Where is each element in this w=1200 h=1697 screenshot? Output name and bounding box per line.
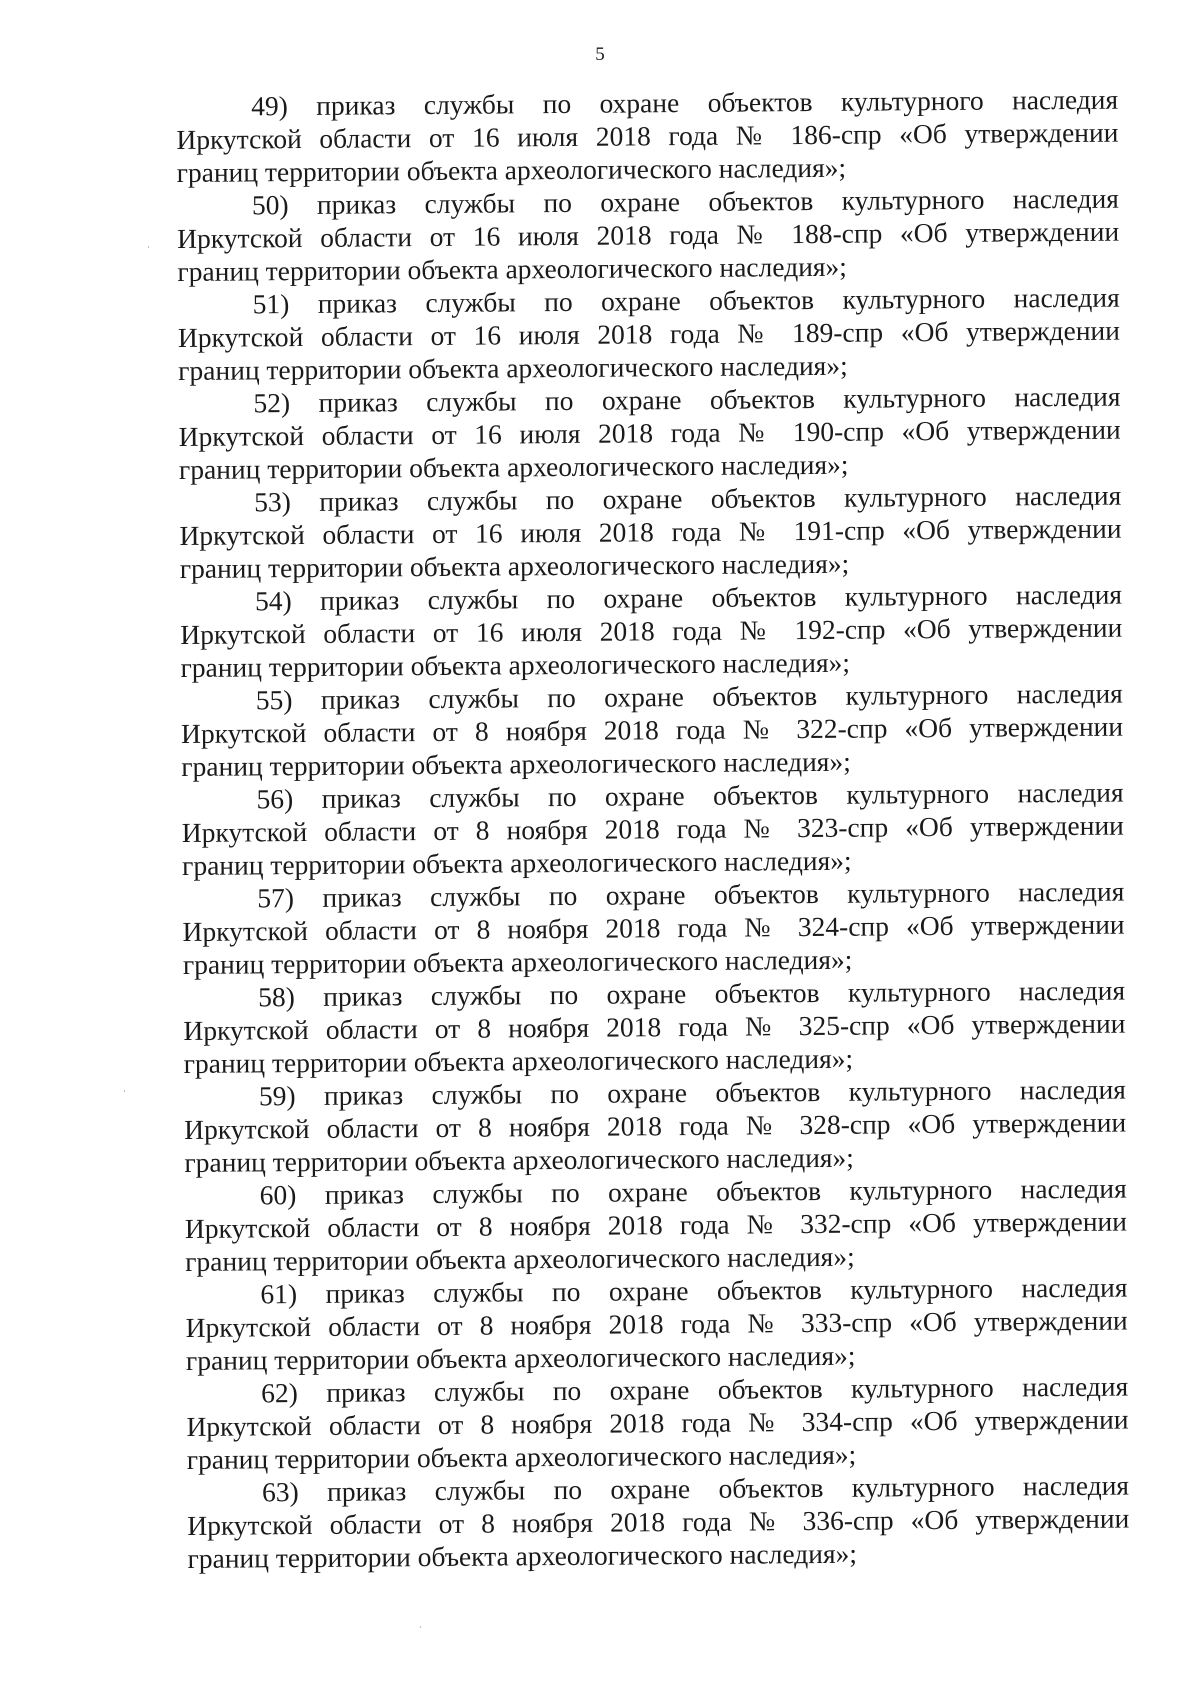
item-line-3: границ территории объекта археологического наследия»; [178, 349, 848, 386]
list-item [181, 776, 1124, 882]
list-item [177, 182, 1120, 288]
list-item [178, 281, 1121, 387]
scan-speck [148, 246, 149, 248]
item-line-1: 61) приказ службы по охране объектов культурного наследия [260, 1271, 1128, 1310]
item-line-3: границ территории объекта археологического наследия»; [179, 547, 850, 584]
item-line-1: 53) приказ службы по охране объектов культурного наследия [254, 479, 1122, 518]
item-line-2: Иркутской области от 16 июля 2018 года № 186-спр «Об утверждении [176, 116, 1119, 155]
item-line-3: границ территории объекта археологического наследия»; [184, 1141, 854, 1178]
item-line-1: 57) приказ службы по охране объектов культурного наследия [257, 875, 1125, 914]
item-line-2: Иркутской области от 8 ноября 2018 года № 334-спр «Об утверждении [186, 1403, 1129, 1442]
item-line-2: Иркутской области от 16 июля 2018 года № 189-спр «Об утверждении [177, 314, 1121, 353]
list-item [176, 83, 1119, 189]
item-line-1: 54) приказ службы по охране объектов культурного наследия [254, 578, 1123, 617]
list-item [179, 479, 1122, 585]
item-line-3: границ территории объекта археологического наследия»; [186, 1438, 857, 1475]
item-line-1: 55) приказ службы по охране объектов культурного наследия [255, 677, 1123, 716]
item-line-2: Иркутской области от 16 июля 2018 года № 192-спр «Об утверждении [180, 611, 1123, 650]
list-item [183, 974, 1126, 1080]
item-line-2: Иркутской области от 8 ноября 2018 года № 322-спр «Об утверждении [180, 710, 1124, 749]
item-line-3: границ территории объекта археологического наследия»; [177, 250, 847, 287]
item-line-3: границ территории объекта археологического наследия»; [181, 844, 852, 881]
item-line-2: Иркутской области от 16 июля 2018 года № 190-спр «Об утверждении [178, 413, 1121, 452]
item-line-3: границ территории объекта археологического наследия»; [178, 448, 849, 485]
item-line-1: 59) приказ службы по охране объектов культурного наследия [258, 1073, 1126, 1112]
item-line-1: 50) приказ службы по охране объектов культурного наследия [251, 182, 1119, 221]
item-line-2: Иркутской области от 8 ноября 2018 года № 323-спр «Об утверждении [181, 809, 1124, 848]
list-item [181, 677, 1124, 783]
item-line-3: границ территории объекта археологического наследия»; [182, 943, 853, 980]
item-line-2: Иркутской области от 8 ноября 2018 года № 332-спр «Об утверждении [184, 1205, 1128, 1244]
list-item [184, 1073, 1127, 1179]
list-item [185, 1172, 1128, 1278]
item-line-3: границ территории объекта археологического наследия»; [185, 1339, 856, 1376]
item-line-1: 58) приказ службы по охране объектов культурного наследия [258, 974, 1126, 1013]
document-body [176, 83, 1130, 1575]
item-line-1: 60) приказ службы по охране объектов культурного наследия [259, 1172, 1127, 1211]
item-line-1: 52) приказ службы по охране объектов культурного наследия [253, 380, 1121, 419]
list-item [180, 578, 1123, 684]
item-line-2: Иркутской области от 8 ноября 2018 года № 328-спр «Об утверждении [184, 1106, 1127, 1145]
item-line-2: Иркутской области от 8 ноября 2018 года № 325-спр «Об утверждении [183, 1007, 1126, 1046]
item-line-2: Иркутской области от 8 ноября 2018 года № 324-спр «Об утверждении [182, 908, 1125, 947]
scan-speck [124, 1090, 125, 1092]
item-line-3: границ территории объекта археологического наследия»; [185, 1240, 855, 1277]
item-line-2: Иркутской области от 16 июля 2018 года № 191-спр «Об утверждении [179, 512, 1122, 551]
item-line-1: 49) приказ службы по охране объектов культурного наследия [251, 83, 1119, 122]
item-line-2: Иркутской области от 16 июля 2018 года № 188-спр «Об утверждении [177, 215, 1120, 254]
list-item [186, 1370, 1129, 1476]
item-line-2: Иркутской области от 8 ноября 2018 года № 333-спр «Об утверждении [185, 1304, 1128, 1343]
item-line-3: границ территории объекта археологического наследия»; [187, 1537, 858, 1574]
item-line-3: границ территории объекта археологического наследия»; [180, 646, 851, 683]
list-item [178, 380, 1121, 486]
item-line-1: 56) приказ службы по охране объектов культурного наследия [256, 776, 1124, 815]
list-item [185, 1271, 1128, 1377]
list-item [187, 1469, 1130, 1575]
list-item [182, 875, 1125, 981]
item-line-3: границ территории объекта археологического наследия»; [183, 1042, 854, 1079]
item-line-1: 63) приказ службы по охране объектов культурного наследия [261, 1469, 1130, 1508]
item-line-3: границ территории объекта археологического наследия»; [176, 151, 847, 188]
scan-speck [420, 1626, 422, 1628]
page-number: 5 [595, 44, 605, 65]
item-line-3: границ территории объекта археологического наследия»; [181, 745, 851, 782]
item-line-2: Иркутской области от 8 ноября 2018 года № 336-спр «Об утверждении [187, 1502, 1130, 1541]
item-line-1: 51) приказ службы по охране объектов культурного наследия [252, 281, 1120, 320]
item-line-1: 62) приказ службы по охране объектов культурного наследия [261, 1370, 1129, 1409]
